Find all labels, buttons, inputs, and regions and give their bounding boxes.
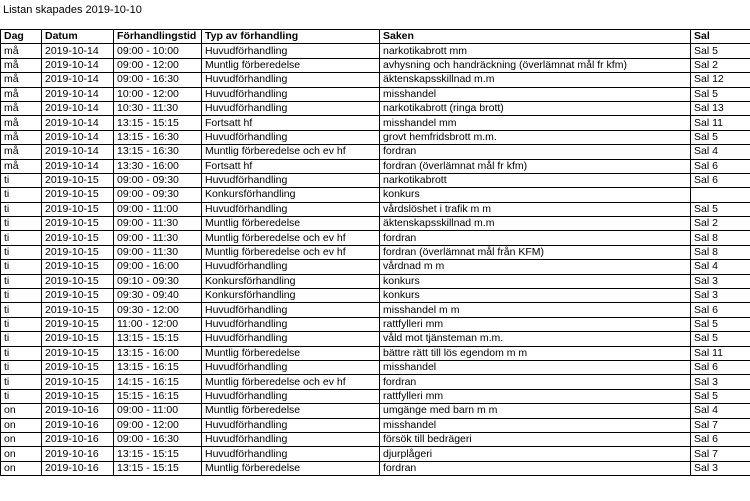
cell-saken: vårdnad m m <box>380 260 691 274</box>
table-row <box>1 432 750 446</box>
cell-dag: ti <box>1 375 42 389</box>
cell-datum: 2019-10-15 <box>42 188 114 202</box>
cell-tid: 09:00 - 12:00 <box>114 58 202 72</box>
cell-datum: 2019-10-15 <box>42 260 114 274</box>
cell-sal: Sal 6 <box>691 432 750 446</box>
cell-sal: Sal 6 <box>691 159 750 173</box>
table-row <box>1 217 750 231</box>
list-created-caption: Listan skapades 2019-10-10 <box>3 4 142 16</box>
table-row <box>1 202 750 216</box>
cell-sal: Sal 12 <box>691 73 750 87</box>
cell-datum: 2019-10-15 <box>42 217 114 231</box>
cell-sal: Sal 11 <box>691 116 750 130</box>
cell-datum: 2019-10-15 <box>42 303 114 317</box>
table-row <box>1 289 750 303</box>
col-header-sal: Sal <box>691 30 750 44</box>
cell-tid: 09:00 - 11:00 <box>114 404 202 418</box>
cell-saken: avhysning och handräckning (överlämnat mål fr kfm) <box>380 58 691 72</box>
col-header-saken: Saken <box>380 30 691 44</box>
cell-datum: 2019-10-15 <box>42 231 114 245</box>
cell-datum: 2019-10-15 <box>42 317 114 331</box>
cell-tid: 09:30 - 09:40 <box>114 289 202 303</box>
cell-typ: Muntlig förberedelse och ev hf <box>202 245 380 259</box>
cell-saken: äktenskapsskillnad m.m <box>380 217 691 231</box>
cell-saken: fordran (överlämnat mål fr kfm) <box>380 159 691 173</box>
cell-saken: narkotikabrott mm <box>380 44 691 58</box>
cell-tid: 13:15 - 16:30 <box>114 145 202 159</box>
cell-sal: Sal 5 <box>691 44 750 58</box>
cell-typ: Huvudförhandling <box>202 432 380 446</box>
cell-typ: Muntlig förberedelse <box>202 404 380 418</box>
cell-sal: Sal 5 <box>691 332 750 346</box>
cell-dag: ti <box>1 346 42 360</box>
cell-datum: 2019-10-15 <box>42 173 114 187</box>
cell-sal: Sal 2 <box>691 217 750 231</box>
cell-dag: on <box>1 461 42 475</box>
cell-tid: 09:00 - 11:30 <box>114 231 202 245</box>
cell-dag: ti <box>1 332 42 346</box>
cell-sal: Sal 6 <box>691 303 750 317</box>
table-row <box>1 173 750 187</box>
cell-typ: Huvudförhandling <box>202 101 380 115</box>
cell-typ: Huvudförhandling <box>202 332 380 346</box>
cell-typ: Huvudförhandling <box>202 389 380 403</box>
cell-saken: våld mot tjänsteman m.m. <box>380 332 691 346</box>
cell-tid: 13:15 - 16:30 <box>114 130 202 144</box>
cell-sal: Sal 8 <box>691 245 750 259</box>
table-row <box>1 130 750 144</box>
cell-saken: narkotikabrott <box>380 173 691 187</box>
cell-datum: 2019-10-15 <box>42 389 114 403</box>
cell-datum: 2019-10-16 <box>42 461 114 475</box>
cell-dag: ti <box>1 389 42 403</box>
cell-typ: Konkursförhandling <box>202 188 380 202</box>
cell-tid: 09:00 - 11:30 <box>114 217 202 231</box>
cell-sal: Sal 6 <box>691 173 750 187</box>
cell-datum: 2019-10-15 <box>42 289 114 303</box>
cell-typ: Huvudförhandling <box>202 317 380 331</box>
table-row <box>1 317 750 331</box>
cell-datum: 2019-10-16 <box>42 432 114 446</box>
cell-sal: Sal 6 <box>691 360 750 374</box>
table-row <box>1 260 750 274</box>
cell-dag: må <box>1 130 42 144</box>
cell-typ: Huvudförhandling <box>202 418 380 432</box>
cell-saken: äktenskapsskillnad m.m <box>380 73 691 87</box>
cell-datum: 2019-10-14 <box>42 159 114 173</box>
cell-tid: 09:00 - 11:30 <box>114 245 202 259</box>
cell-sal <box>691 188 750 202</box>
cell-sal: Sal 3 <box>691 375 750 389</box>
cell-sal: Sal 2 <box>691 58 750 72</box>
cell-sal: Sal 3 <box>691 274 750 288</box>
cell-saken: misshandel <box>380 418 691 432</box>
cell-dag: ti <box>1 274 42 288</box>
cell-datum: 2019-10-14 <box>42 87 114 101</box>
cell-sal: Sal 13 <box>691 101 750 115</box>
cell-saken: konkurs <box>380 188 691 202</box>
cell-dag: ti <box>1 231 42 245</box>
cell-dag: må <box>1 44 42 58</box>
cell-typ: Muntlig förberedelse <box>202 58 380 72</box>
cell-sal: Sal 5 <box>691 202 750 216</box>
cell-sal: Sal 7 <box>691 447 750 461</box>
cell-tid: 09:30 - 12:00 <box>114 303 202 317</box>
table-row <box>1 231 750 245</box>
cell-dag: on <box>1 404 42 418</box>
cell-typ: Huvudförhandling <box>202 202 380 216</box>
table-row <box>1 44 750 58</box>
cell-saken: vårdslöshet i trafik m m <box>380 202 691 216</box>
cell-tid: 10:00 - 12:00 <box>114 87 202 101</box>
cell-saken: fordran <box>380 231 691 245</box>
cell-typ: Huvudförhandling <box>202 173 380 187</box>
cell-dag: ti <box>1 303 42 317</box>
table-row <box>1 87 750 101</box>
table-row <box>1 58 750 72</box>
cell-sal: Sal 4 <box>691 260 750 274</box>
cell-dag: må <box>1 145 42 159</box>
cell-datum: 2019-10-16 <box>42 404 114 418</box>
cell-datum: 2019-10-15 <box>42 346 114 360</box>
cell-saken: grovt hemfridsbrott m.m. <box>380 130 691 144</box>
cell-tid: 09:00 - 12:00 <box>114 418 202 432</box>
cell-dag: ti <box>1 289 42 303</box>
col-header-datum: Datum <box>42 30 114 44</box>
cell-datum: 2019-10-14 <box>42 101 114 115</box>
cell-datum: 2019-10-14 <box>42 130 114 144</box>
table-row <box>1 332 750 346</box>
cell-datum: 2019-10-15 <box>42 375 114 389</box>
cell-dag: ti <box>1 260 42 274</box>
cell-dag: ti <box>1 173 42 187</box>
cell-saken: bättre rätt till lös egendom m m <box>380 346 691 360</box>
cell-dag: må <box>1 159 42 173</box>
cell-typ: Fortsatt hf <box>202 116 380 130</box>
cell-saken: fordran <box>380 461 691 475</box>
table-row <box>1 73 750 87</box>
table-row <box>1 360 750 374</box>
cell-datum: 2019-10-16 <box>42 418 114 432</box>
cell-saken: fordran <box>380 145 691 159</box>
table-row <box>1 145 750 159</box>
cell-dag: ti <box>1 317 42 331</box>
cell-datum: 2019-10-15 <box>42 245 114 259</box>
cell-typ: Muntlig förberedelse <box>202 217 380 231</box>
cell-saken: misshandel m m <box>380 303 691 317</box>
cell-saken: rattfylleri mm <box>380 317 691 331</box>
cell-tid: 13:15 - 16:00 <box>114 346 202 360</box>
cell-datum: 2019-10-14 <box>42 58 114 72</box>
cell-typ: Muntlig förberedelse och ev hf <box>202 375 380 389</box>
cell-sal: Sal 8 <box>691 231 750 245</box>
cell-tid: 14:15 - 16:15 <box>114 375 202 389</box>
table-row <box>1 461 750 475</box>
cell-sal: Sal 5 <box>691 317 750 331</box>
col-header-typ: Typ av förhandling <box>202 30 380 44</box>
cell-saken: fordran <box>380 375 691 389</box>
cell-dag: on <box>1 432 42 446</box>
cell-tid: 13:30 - 16:00 <box>114 159 202 173</box>
table-row <box>1 188 750 202</box>
cell-sal: Sal 5 <box>691 87 750 101</box>
cell-tid: 13:15 - 15:15 <box>114 447 202 461</box>
cell-datum: 2019-10-15 <box>42 332 114 346</box>
cell-datum: 2019-10-16 <box>42 447 114 461</box>
col-header-dag: Dag <box>1 30 42 44</box>
cell-typ: Muntlig förberedelse <box>202 346 380 360</box>
cell-saken: försök till bedrägeri <box>380 432 691 446</box>
cell-tid: 09:00 - 16:30 <box>114 73 202 87</box>
cell-sal: Sal 4 <box>691 404 750 418</box>
cell-sal: Sal 3 <box>691 461 750 475</box>
table-row <box>1 346 750 360</box>
hearing-schedule-table <box>0 29 750 476</box>
cell-tid: 13:15 - 16:15 <box>114 360 202 374</box>
table-row <box>1 303 750 317</box>
cell-sal: Sal 3 <box>691 289 750 303</box>
cell-typ: Huvudförhandling <box>202 44 380 58</box>
cell-tid: 09:00 - 10:00 <box>114 44 202 58</box>
cell-typ: Muntlig förberedelse och ev hf <box>202 231 380 245</box>
cell-typ: Huvudförhandling <box>202 87 380 101</box>
cell-tid: 09:00 - 09:30 <box>114 173 202 187</box>
cell-dag: ti <box>1 202 42 216</box>
cell-tid: 09:00 - 09:30 <box>114 188 202 202</box>
cell-typ: Muntlig förberedelse och ev hf <box>202 145 380 159</box>
cell-tid: 11:00 - 12:00 <box>114 317 202 331</box>
table-row <box>1 245 750 259</box>
cell-sal: Sal 5 <box>691 130 750 144</box>
cell-saken: misshandel <box>380 87 691 101</box>
cell-typ: Huvudförhandling <box>202 130 380 144</box>
cell-dag: ti <box>1 245 42 259</box>
cell-tid: 13:15 - 15:15 <box>114 332 202 346</box>
cell-saken: narkotikabrott (ringa brott) <box>380 101 691 115</box>
cell-dag: ti <box>1 188 42 202</box>
cell-tid: 15:15 - 16:15 <box>114 389 202 403</box>
table-row <box>1 447 750 461</box>
cell-tid: 09:00 - 11:00 <box>114 202 202 216</box>
cell-dag: må <box>1 58 42 72</box>
cell-tid: 13:15 - 15:15 <box>114 116 202 130</box>
table-row <box>1 274 750 288</box>
cell-saken: fordran (överlämnat mål från KFM) <box>380 245 691 259</box>
table-row <box>1 375 750 389</box>
cell-typ: Huvudförhandling <box>202 360 380 374</box>
cell-datum: 2019-10-15 <box>42 360 114 374</box>
cell-saken: umgänge med barn m m <box>380 404 691 418</box>
cell-typ: Huvudförhandling <box>202 447 380 461</box>
cell-typ: Konkursförhandling <box>202 289 380 303</box>
table-row <box>1 404 750 418</box>
cell-dag: må <box>1 73 42 87</box>
cell-dag: on <box>1 418 42 432</box>
cell-dag: må <box>1 87 42 101</box>
cell-saken: konkurs <box>380 274 691 288</box>
cell-dag: må <box>1 101 42 115</box>
cell-saken: konkurs <box>380 289 691 303</box>
table-row <box>1 116 750 130</box>
cell-dag: må <box>1 116 42 130</box>
cell-tid: 09:00 - 16:30 <box>114 432 202 446</box>
cell-datum: 2019-10-14 <box>42 145 114 159</box>
cell-tid: 10:30 - 11:30 <box>114 101 202 115</box>
cell-typ: Fortsatt hf <box>202 159 380 173</box>
cell-saken: rattfylleri mm <box>380 389 691 403</box>
table-row <box>1 389 750 403</box>
col-header-forhandlingstid: Förhandlingstid <box>114 30 202 44</box>
cell-tid: 09:00 - 16:00 <box>114 260 202 274</box>
cell-dag: on <box>1 447 42 461</box>
cell-typ: Huvudförhandling <box>202 303 380 317</box>
cell-datum: 2019-10-14 <box>42 73 114 87</box>
cell-datum: 2019-10-14 <box>42 44 114 58</box>
cell-tid: 09:10 - 09:30 <box>114 274 202 288</box>
cell-saken: djurplågeri <box>380 447 691 461</box>
cell-typ: Huvudförhandling <box>202 260 380 274</box>
table-row <box>1 159 750 173</box>
cell-datum: 2019-10-15 <box>42 274 114 288</box>
cell-typ: Muntlig förberedelse <box>202 461 380 475</box>
cell-sal: Sal 7 <box>691 418 750 432</box>
header-row <box>1 30 750 44</box>
cell-datum: 2019-10-15 <box>42 202 114 216</box>
cell-saken: misshandel <box>380 360 691 374</box>
cell-sal: Sal 4 <box>691 145 750 159</box>
table-row <box>1 101 750 115</box>
cell-sal: Sal 11 <box>691 346 750 360</box>
cell-typ: Konkursförhandling <box>202 274 380 288</box>
cell-saken: misshandel mm <box>380 116 691 130</box>
cell-typ: Huvudförhandling <box>202 73 380 87</box>
table-row <box>1 418 750 432</box>
cell-sal: Sal 5 <box>691 389 750 403</box>
cell-dag: ti <box>1 217 42 231</box>
cell-dag: ti <box>1 360 42 374</box>
cell-tid: 13:15 - 15:15 <box>114 461 202 475</box>
cell-datum: 2019-10-14 <box>42 116 114 130</box>
